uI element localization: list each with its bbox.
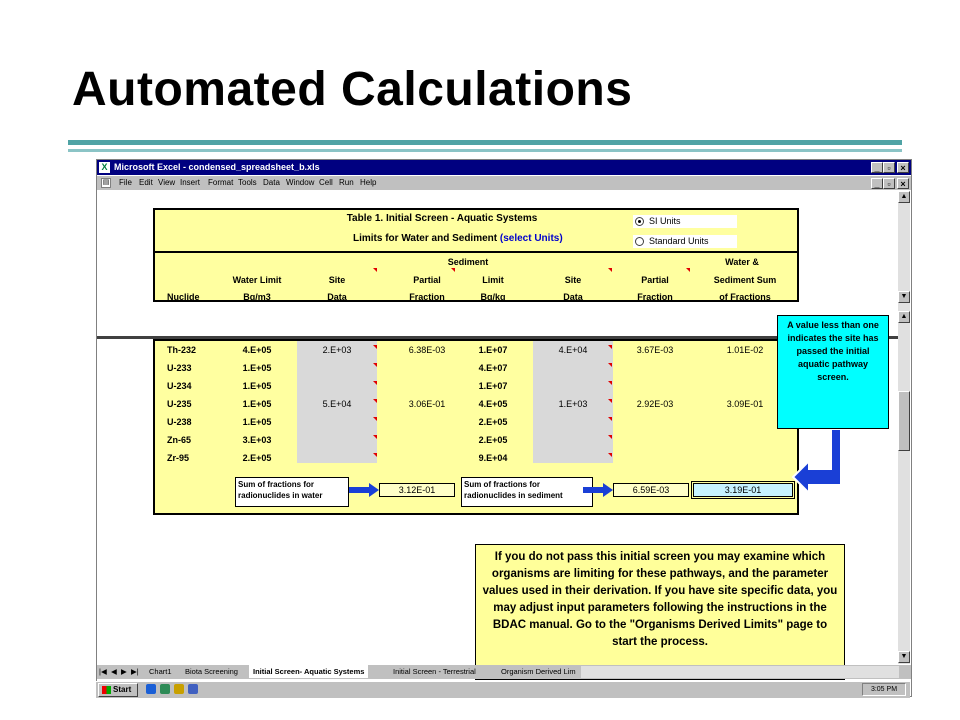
title-underline-thin — [68, 149, 902, 152]
menu-tools[interactable]: Tools — [238, 178, 257, 187]
menu-help[interactable]: Help — [360, 178, 377, 187]
prev-sheet-icon[interactable]: ◀ — [111, 667, 117, 676]
header-limit: Limit — [482, 275, 504, 285]
si-units-option[interactable] — [633, 215, 737, 228]
header-sediment: Sediment — [447, 257, 489, 267]
explorer-icon[interactable] — [174, 684, 184, 694]
cell-water-limit[interactable]: 1.E+05 — [242, 381, 272, 391]
cell-sed-limit[interactable]: 2.E+05 — [478, 417, 508, 427]
tab-initial-screen-terrestrial[interactable]: Initial Screen - Terrestrial — [393, 667, 476, 676]
cell-nuclide[interactable]: Th-232 — [167, 345, 197, 355]
standard-units-label: Standard Units — [649, 236, 709, 246]
cell-water-limit[interactable]: 3.E+03 — [242, 435, 272, 445]
cell-partial-sed[interactable]: 2.92E-03 — [636, 399, 674, 409]
header-data: Data — [327, 292, 347, 302]
header-partial: Partial — [413, 275, 441, 285]
tab-biota-screening[interactable]: Biota Screening — [185, 667, 238, 676]
cell-water-limit[interactable]: 4.E+05 — [242, 345, 272, 355]
cell-water-limit[interactable]: 1.E+05 — [242, 399, 272, 409]
cell-water-limit[interactable]: 1.E+05 — [242, 363, 272, 373]
quicklaunch-icon[interactable] — [188, 684, 198, 694]
excel-app-icon: X — [99, 162, 110, 173]
cell-nuclide[interactable]: U-238 — [167, 417, 192, 427]
scroll-down-icon[interactable]: ▼ — [898, 291, 910, 303]
cell-nuclide[interactable]: U-235 — [167, 399, 192, 409]
cell-sed-limit[interactable]: 1.E+07 — [478, 345, 508, 355]
scroll-thumb[interactable] — [898, 391, 910, 451]
header-fraction-sed: Fraction — [637, 292, 673, 302]
header-fraction: Fraction — [409, 292, 445, 302]
comment-marker[interactable] — [608, 435, 612, 439]
start-button[interactable] — [98, 683, 138, 697]
menu-bar — [97, 176, 911, 190]
excel-window — [96, 159, 912, 697]
header-partial-sed: Partial — [641, 275, 669, 285]
header-data-sed: Data — [563, 292, 583, 302]
arrow-right-icon — [583, 483, 613, 497]
worksheet[interactable] — [97, 191, 901, 664]
menu-file[interactable]: File — [119, 178, 132, 187]
windows-logo-icon — [102, 686, 111, 694]
comment-marker[interactable] — [686, 268, 690, 272]
header-water-and: Water & — [725, 257, 759, 267]
si-units-label: SI Units — [649, 216, 681, 226]
cell-site-water[interactable]: 2.E+03 — [322, 345, 352, 355]
cell-partial-water[interactable]: 6.38E-03 — [408, 345, 446, 355]
header-bq-kg: Bq/kg — [480, 292, 506, 302]
restore-button[interactable]: ▫ — [883, 162, 895, 173]
cell-water-limit[interactable]: 2.E+05 — [242, 453, 272, 463]
comment-marker[interactable] — [373, 417, 377, 421]
cell-sed-limit[interactable]: 4.E+05 — [478, 399, 508, 409]
cell-site-water[interactable]: 5.E+04 — [322, 399, 352, 409]
total-fraction-value[interactable]: 3.19E-01 — [693, 483, 793, 497]
cell-partial-water[interactable]: 3.06E-01 — [408, 399, 446, 409]
si-units-radio[interactable] — [635, 217, 644, 226]
cell-sed-limit[interactable]: 4.E+07 — [478, 363, 508, 373]
header-bq-m3: Bq/m3 — [243, 292, 271, 302]
standard-units-option[interactable] — [633, 235, 737, 248]
sum-sediment-value[interactable]: 6.59E-03 — [613, 483, 689, 497]
close-button[interactable]: × — [897, 162, 909, 173]
header-site-sed: Site — [564, 275, 582, 285]
menu-window[interactable]: Window — [286, 178, 315, 187]
sum-sediment-note: Sum of fractions for radionuclides in sediment — [461, 477, 593, 507]
menu-format[interactable]: Format — [208, 178, 234, 187]
scroll-up-icon[interactable]: ▲ — [898, 311, 910, 323]
horizontal-scrollbar[interactable] — [581, 666, 899, 678]
doc-close-button[interactable]: × — [897, 178, 909, 189]
arrow-right-icon — [349, 483, 379, 497]
cell-nuclide[interactable]: U-234 — [167, 381, 192, 391]
comment-marker[interactable] — [373, 381, 377, 385]
comment-marker[interactable] — [608, 381, 612, 385]
menu-data[interactable]: Data — [263, 178, 280, 187]
sum-water-value[interactable]: 3.12E-01 — [379, 483, 455, 497]
comment-marker[interactable] — [373, 363, 377, 367]
vertical-scrollbar[interactable] — [898, 191, 910, 664]
header-site: Site — [328, 275, 346, 285]
menu-insert[interactable]: Insert — [180, 178, 201, 187]
arrow-down-left-icon — [791, 429, 841, 493]
outlook-icon[interactable] — [160, 684, 170, 694]
cell-sed-limit[interactable]: 9.E+04 — [478, 453, 508, 463]
header-of-fractions: of Fractions — [719, 292, 771, 302]
comment-marker[interactable] — [451, 268, 455, 272]
cell-sum[interactable]: 3.09E-01 — [726, 399, 764, 409]
tab-initial-screen-aquatic[interactable]: Initial Screen- Aquatic Systems — [249, 665, 368, 678]
cell-water-limit[interactable]: 1.E+05 — [242, 417, 272, 427]
cell-partial-sed[interactable]: 3.67E-03 — [636, 345, 674, 355]
windows-taskbar — [96, 681, 910, 698]
system-clock: 3:05 PM — [862, 683, 906, 696]
cell-sed-limit[interactable]: 2.E+05 — [478, 435, 508, 445]
window-titlebar — [97, 160, 911, 175]
comment-marker[interactable] — [373, 435, 377, 439]
menu-view[interactable]: View — [158, 178, 176, 187]
menu-cell[interactable]: Cell — [319, 178, 333, 187]
cell-site-sed[interactable]: 1.E+03 — [558, 399, 588, 409]
workbook-icon[interactable]: ▤ — [102, 179, 110, 186]
cell-sed-limit[interactable]: 1.E+07 — [478, 381, 508, 391]
slide-title: Automated Calculations — [72, 63, 633, 116]
cell-site-sed[interactable]: 4.E+04 — [558, 345, 588, 355]
menu-run[interactable]: Run — [339, 178, 354, 187]
cell-nuclide[interactable]: Zn-65 — [167, 435, 192, 445]
cell-nuclide[interactable]: U-233 — [167, 363, 192, 373]
window-title: Microsoft Excel - condensed_spreadsheet_b.xls — [114, 162, 320, 172]
menu-edit[interactable]: Edit — [139, 178, 153, 187]
header-sediment-sum: Sediment Sum — [713, 275, 777, 285]
sheet-tab-bar — [97, 665, 911, 679]
select-units-label: (select Units) — [499, 233, 563, 244]
comment-marker[interactable] — [608, 268, 612, 272]
tab-organism-derived[interactable]: Organism Derived Lim — [501, 667, 576, 676]
start-label: Start — [113, 685, 132, 694]
cell-nuclide[interactable]: Zr-95 — [167, 453, 190, 463]
sum-water-note: Sum of fractions for radionuclides in water — [235, 477, 349, 507]
scroll-up-icon[interactable]: ▲ — [898, 191, 910, 203]
header-divider — [153, 251, 799, 253]
next-sheet-icon[interactable]: ▶ — [121, 667, 127, 676]
comment-marker[interactable] — [373, 268, 377, 272]
table-subtitle-text: Limits for Water and Sediment — [353, 233, 498, 244]
table-subtitle — [353, 233, 563, 244]
ie-icon[interactable] — [146, 684, 156, 694]
instructions-box: If you do not pass this initial screen you may examine which organisms are limiting for these pathways, and the parameter values used in their derivation. If you have site specific data, you may adjust input parameters following the instructions in the BDAC manual. Go to the "Organisms Derived Limits" page to start the process. — [475, 544, 845, 680]
scroll-down-icon[interactable]: ▼ — [898, 651, 910, 663]
header-water-limit: Water Limit — [232, 275, 282, 285]
doc-minimize-button[interactable]: _ — [871, 178, 883, 189]
cell-sum[interactable]: 1.01E-02 — [726, 345, 764, 355]
comment-marker[interactable] — [608, 453, 612, 457]
comment-marker[interactable] — [373, 453, 377, 457]
pass-criteria-callout: A value less than one indicates the site has passed the initial aquatic pathway screen. — [777, 315, 889, 429]
table-title: Table 1. Initial Screen - Aquatic Systems — [346, 213, 538, 224]
last-sheet-icon[interactable]: ▶| — [131, 667, 139, 676]
first-sheet-icon[interactable]: |◀ — [99, 667, 107, 676]
doc-restore-button[interactable]: ▫ — [883, 178, 895, 189]
comment-marker[interactable] — [608, 417, 612, 421]
comment-marker[interactable] — [608, 363, 612, 367]
title-underline — [68, 140, 902, 145]
minimize-button[interactable]: _ — [871, 162, 883, 173]
standard-units-radio[interactable] — [635, 237, 644, 246]
header-nuclide: Nuclide — [167, 292, 200, 302]
tab-chart1[interactable]: Chart1 — [149, 667, 172, 676]
